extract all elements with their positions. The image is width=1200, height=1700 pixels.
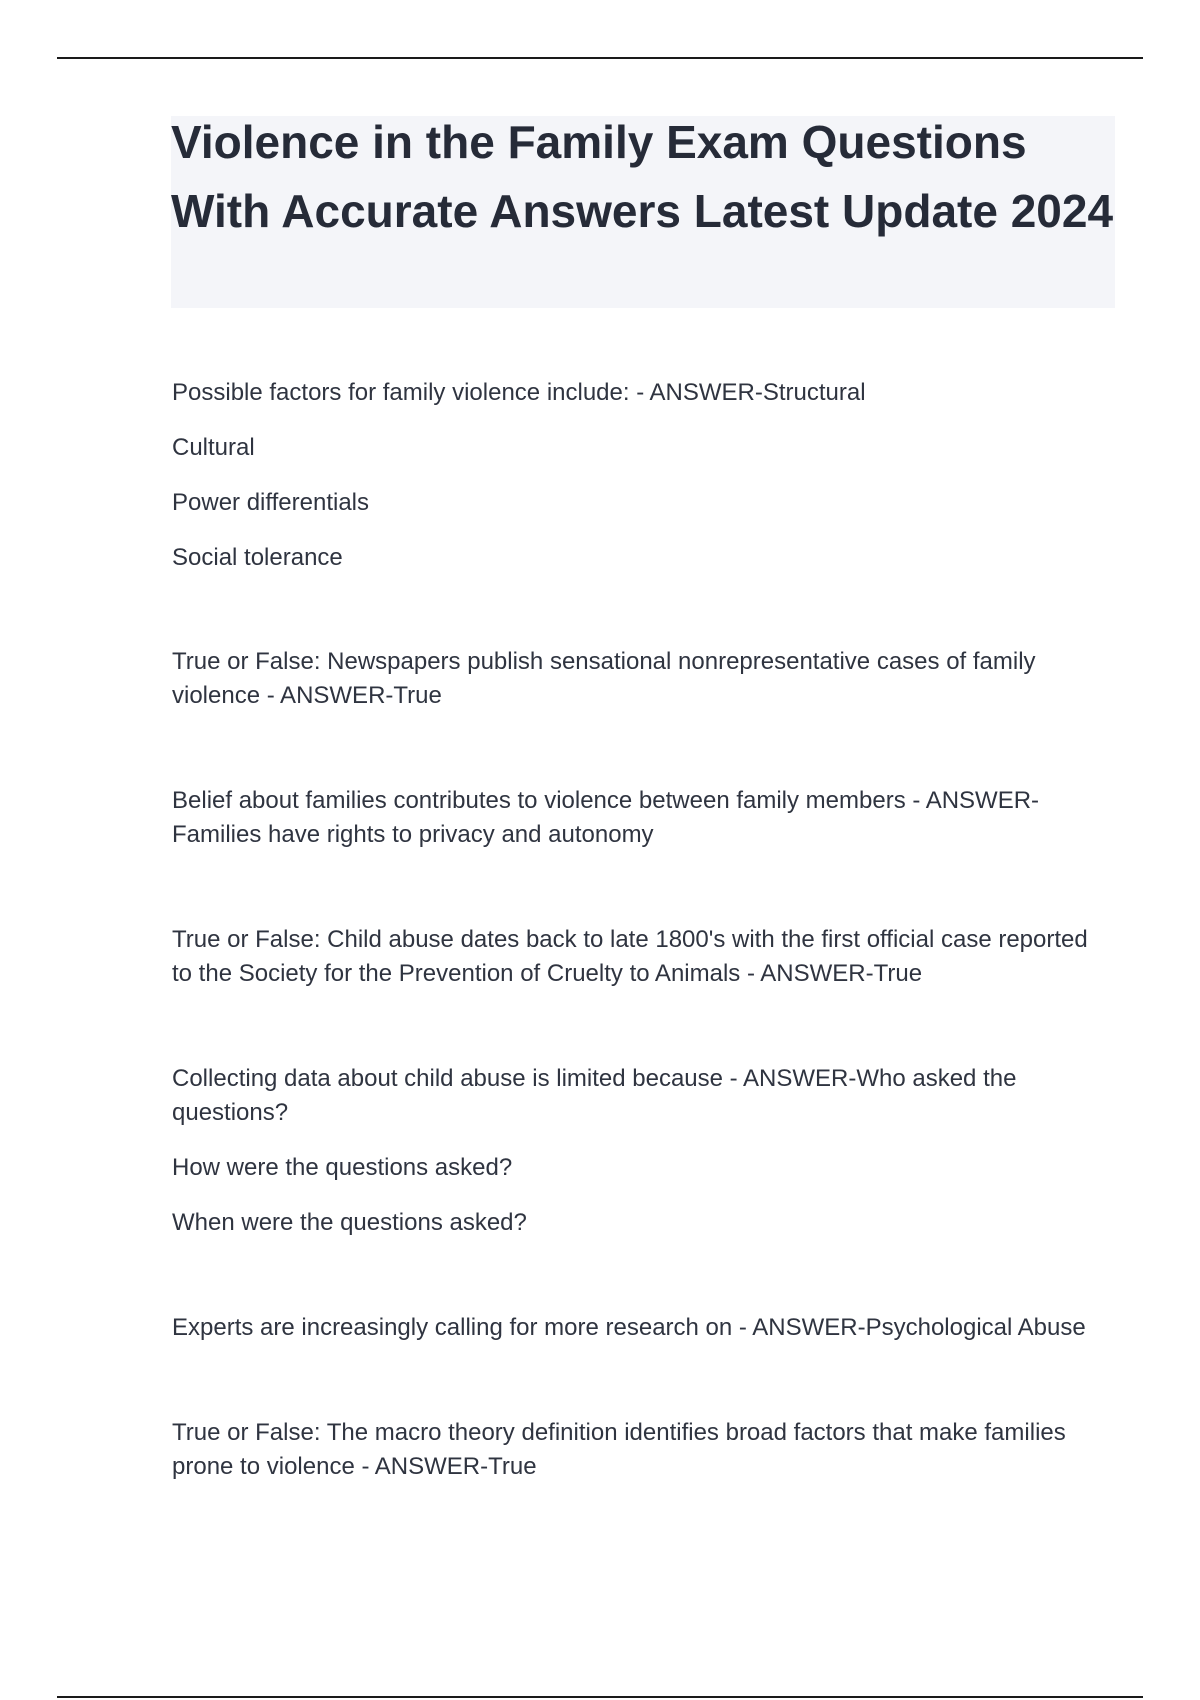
bottom-rule [57,1696,1143,1698]
qa-line: How were the questions asked? [172,1154,513,1181]
qa-line: Cultural [172,434,255,461]
qa-line: True or False: Child abuse dates back to late 1800's with the first official case reported to the Society for the Prevention of Cruelty to Animals - ANSWER-True [172,926,1088,987]
top-rule [57,57,1143,59]
qa-line: Power differentials [172,489,369,516]
qa-item-2 [172,645,1112,713]
qa-item-5 [172,1062,1112,1240]
qa-line: True or False: Newspapers publish sensational nonrepresentative cases of family violence - ANSWER-True [172,648,1036,709]
qa-line: True or False: The macro theory definition identifies broad factors that make families prone to violence - ANSWER-True [172,1419,1066,1480]
qa-item-1 [172,376,1112,575]
qa-line: When were the questions asked? [172,1209,527,1236]
qa-line: Possible factors for family violence include: - ANSWER-Structural [172,379,866,406]
qa-line: Experts are increasingly calling for more research on - ANSWER-Psychological Abuse [172,1314,1086,1341]
qa-list [172,376,1112,1484]
qa-item-6 [172,1311,1112,1345]
qa-item-7 [172,1416,1112,1484]
qa-item-4 [172,923,1112,991]
document-title: Violence in the Family Exam Questions With Accurate Answers Latest Update 2024 [171,116,1114,237]
qa-item-3 [172,784,1112,852]
qa-line: Belief about families contributes to violence between family members - ANSWER-Families have rights to privacy and autonomy [172,787,1040,848]
qa-line: Collecting data about child abuse is limited because - ANSWER-Who asked the questions? [172,1065,1017,1126]
qa-line: Social tolerance [172,544,343,571]
